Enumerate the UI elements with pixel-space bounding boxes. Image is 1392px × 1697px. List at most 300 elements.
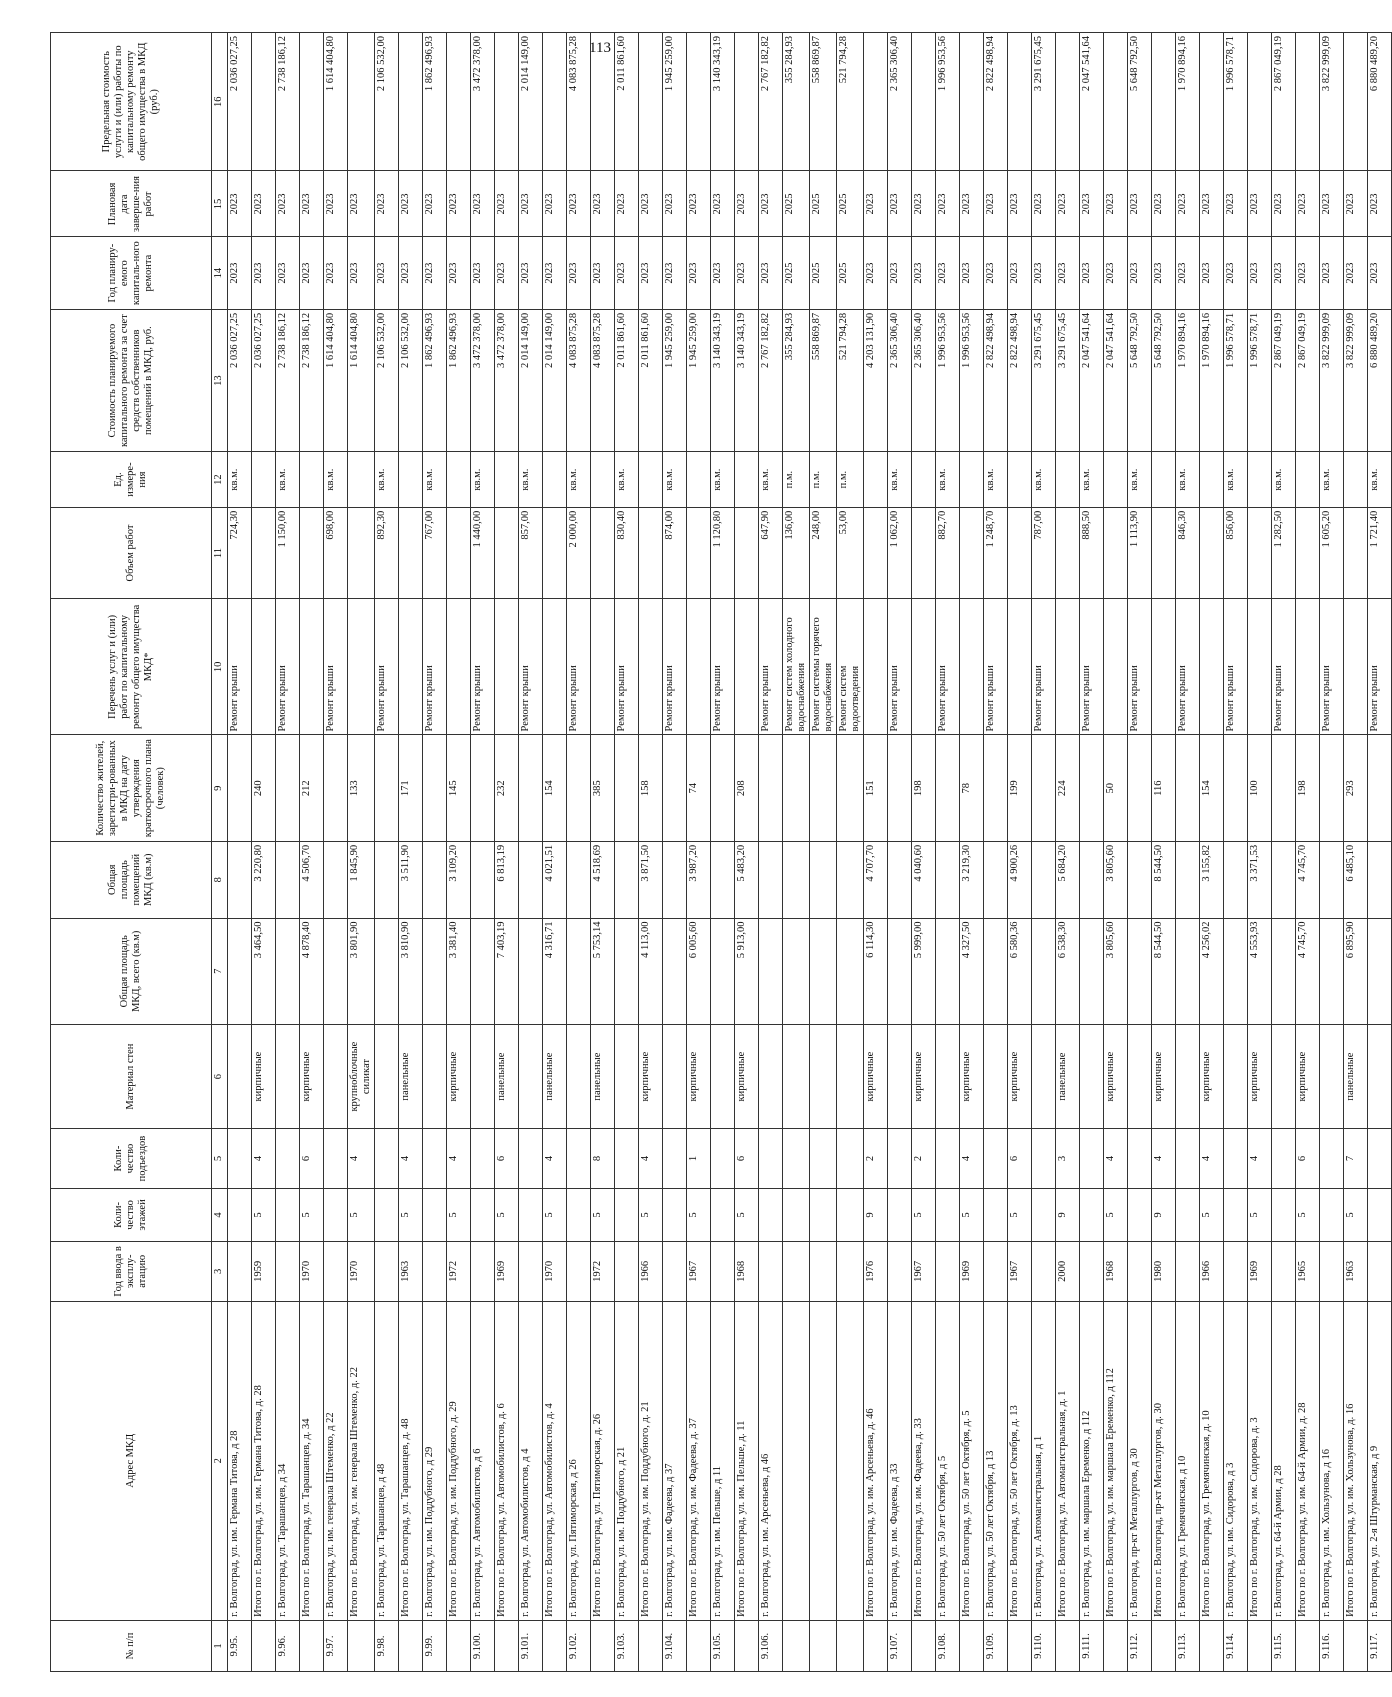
table-cell [735, 1620, 759, 1671]
table-cell [399, 1620, 423, 1671]
table-cell [228, 841, 252, 918]
table-cell: Ремонт крыши [1368, 599, 1392, 735]
table-cell [567, 1129, 591, 1189]
table-cell: кв.м. [936, 452, 960, 507]
table-cell: 5 [687, 1188, 711, 1241]
table-cell [567, 1024, 591, 1128]
table-cell [1056, 33, 1080, 171]
table-cell: 2 106 532,00 [375, 309, 399, 452]
table-cell: 2 822 498,94 [984, 33, 1008, 171]
table-cell: кв.м. [567, 452, 591, 507]
table-cell: 2 106 532,00 [375, 33, 399, 171]
table-cell [711, 735, 735, 841]
table-cell: 2023 [276, 237, 300, 309]
table-cell [1344, 33, 1368, 171]
table-cell [348, 452, 375, 507]
table-cell: 647,90 [759, 507, 783, 599]
table-cell: 2023 [471, 237, 495, 309]
table-cell [1104, 507, 1128, 599]
column-header: Общая площадь МКД, всего (кв.м) [51, 918, 212, 1024]
table-cell: 2 [864, 1129, 888, 1189]
table-cell [639, 507, 663, 599]
table-row [324, 33, 348, 1672]
table-cell: 3 291 675,45 [1032, 33, 1056, 171]
table-cell: 2023 [1296, 237, 1320, 309]
table-cell: 2023 [1272, 237, 1296, 309]
table-cell: 2023 [1128, 171, 1152, 237]
table-cell: кв.м. [1176, 452, 1200, 507]
table-cell [1344, 452, 1368, 507]
table-cell: 6 880 489,20 [1368, 309, 1392, 452]
table-cell: Ремонт крыши [663, 599, 687, 735]
table-cell: Итого по г. Волгоград, ул. Гремячинская, д. 10 [1200, 1301, 1224, 1620]
table-cell: панельные [1056, 1024, 1080, 1128]
table-cell: г. Волгоград, ул. им. Поддубного, д 29 [423, 1301, 447, 1620]
table-cell: 1 970 894,16 [1176, 33, 1200, 171]
table-cell: 2023 [864, 171, 888, 237]
table-cell: 4 878,40 [300, 918, 324, 1024]
table-cell [1272, 1188, 1296, 1241]
table-row [447, 33, 471, 1672]
table-cell [423, 918, 447, 1024]
table-cell [324, 735, 348, 841]
table-cell: крупноблочные силикат [348, 1024, 375, 1128]
table-cell [447, 33, 471, 171]
table-row [1056, 33, 1080, 1672]
table-cell: 3 472 378,00 [471, 33, 495, 171]
table-cell: 9 [1056, 1188, 1080, 1241]
table-cell: 5 [543, 1188, 567, 1241]
table-row [837, 33, 864, 1672]
table-cell [1272, 1129, 1296, 1189]
table-cell: 2 365 306,40 [888, 33, 912, 171]
table-cell [591, 452, 615, 507]
table-cell [783, 1301, 810, 1620]
table-cell [810, 735, 837, 841]
table-cell: 198 [1296, 735, 1320, 841]
table-cell: панельные [543, 1024, 567, 1128]
table-cell [864, 507, 888, 599]
table-cell: Итого по г. Волгоград, ул. им. Арсеньева, д. 46 [864, 1301, 888, 1620]
table-cell: 1 945 259,00 [687, 309, 711, 452]
table-cell [228, 735, 252, 841]
table-cell: 5 913,00 [735, 918, 759, 1024]
table-cell: 2023 [1032, 171, 1056, 237]
table-cell [615, 1188, 639, 1241]
table-cell [543, 452, 567, 507]
table-cell [1272, 918, 1296, 1024]
column-header: Ед. измере-ния [51, 452, 212, 507]
table-cell: 6 [1008, 1129, 1032, 1189]
table-cell [423, 1188, 447, 1241]
table-cell: 1970 [300, 1242, 324, 1302]
table-row [252, 33, 276, 1672]
table-cell [759, 1024, 783, 1128]
table-cell: 6 895,90 [1344, 918, 1368, 1024]
table-cell: г. Волгоград, ул. 50 лет Октября, д 5 [936, 1301, 960, 1620]
table-cell [276, 918, 300, 1024]
table-cell [1056, 599, 1080, 735]
table-cell: 3 291 675,45 [1056, 309, 1080, 452]
table-cell: 6 [1296, 1129, 1320, 1189]
table-cell: 2 867 049,19 [1296, 309, 1320, 452]
table-cell [252, 507, 276, 599]
table-cell: 5 648 792,50 [1128, 33, 1152, 171]
table-cell [300, 507, 324, 599]
table-cell: 2 014 149,00 [519, 309, 543, 452]
table-cell [810, 1620, 837, 1671]
table-cell: 2023 [495, 237, 519, 309]
table-cell: 9.110. [1032, 1620, 1056, 1671]
table-cell: 2023 [1344, 171, 1368, 237]
table-cell [1224, 735, 1248, 841]
table-cell: кв.м. [375, 452, 399, 507]
table-cell: 2023 [960, 171, 984, 237]
table-cell [936, 1188, 960, 1241]
table-cell: 2 738 186,12 [276, 309, 300, 452]
table-cell [1008, 507, 1032, 599]
table-cell: 2023 [375, 171, 399, 237]
table-cell [1080, 918, 1104, 1024]
table-cell: Итого по г. Волгоград, ул. 50 лет Октября, д. 5 [960, 1301, 984, 1620]
table-cell [228, 918, 252, 1024]
table-cell: 154 [1200, 735, 1224, 841]
table-cell: г. Волгоград, ул. им. Арсеньева, д 46 [759, 1301, 783, 1620]
table-cell [711, 841, 735, 918]
column-header: Год планиру-емого капиталь-ного ремонта [51, 237, 212, 309]
table-row [888, 33, 912, 1672]
table-cell: 212 [300, 735, 324, 841]
table-cell: 1972 [447, 1242, 471, 1302]
table-cell [348, 599, 375, 735]
table-cell: 857,00 [519, 507, 543, 599]
table-cell [399, 507, 423, 599]
table-cell: 1968 [1104, 1242, 1128, 1302]
table-cell: 4 040,60 [912, 841, 936, 918]
table-cell: 2023 [399, 237, 423, 309]
table-cell: 7 403,19 [495, 918, 519, 1024]
table-cell: 2023 [936, 237, 960, 309]
table-cell: 2023 [591, 237, 615, 309]
table-cell: г. Волгоград, пр-кт Металлургов, д 30 [1128, 1301, 1152, 1620]
table-cell [810, 1242, 837, 1302]
table-cell: 2023 [495, 171, 519, 237]
table-cell: 3 109,20 [447, 841, 471, 918]
table-row [1080, 33, 1104, 1672]
table-cell: 521 794,28 [837, 309, 864, 452]
table-cell: 2023 [228, 171, 252, 237]
table-cell: 2023 [399, 171, 423, 237]
table-cell [423, 1129, 447, 1189]
table-cell: 2023 [888, 171, 912, 237]
table-cell [864, 599, 888, 735]
table-cell: 2023 [324, 171, 348, 237]
table-cell [810, 1188, 837, 1241]
table-cell [1176, 1129, 1200, 1189]
table-cell: 1969 [495, 1242, 519, 1302]
table-cell: 888,50 [1080, 507, 1104, 599]
table-cell: 2023 [228, 237, 252, 309]
table-cell [810, 1301, 837, 1620]
table-cell: Ремонт крыши [567, 599, 591, 735]
table-cell [759, 735, 783, 841]
table-row [1320, 33, 1344, 1672]
table-cell [1368, 1024, 1392, 1128]
table-cell: 2025 [837, 237, 864, 309]
table-cell: 4 553,93 [1248, 918, 1272, 1024]
table-cell: 1 150,00 [276, 507, 300, 599]
table-cell [735, 599, 759, 735]
table-cell: 2 011 861,60 [639, 309, 663, 452]
table-cell [912, 507, 936, 599]
table-cell: 2023 [663, 237, 687, 309]
table-cell: 2023 [1368, 171, 1392, 237]
table-cell: кирпичные [912, 1024, 936, 1128]
table-cell: 171 [399, 735, 423, 841]
table-cell: 9.100. [471, 1620, 495, 1671]
table-cell [591, 33, 615, 171]
table-cell [324, 841, 348, 918]
table-cell [1368, 1242, 1392, 1302]
table-cell [348, 33, 375, 171]
table-cell [1320, 1024, 1344, 1128]
table-cell: г. Волгоград, ул. им. генерала Штеменко, д 22 [324, 1301, 348, 1620]
table-cell: г. Волгоград, ул. им. Фадеева, д 33 [888, 1301, 912, 1620]
table-cell: 3 155,82 [1200, 841, 1224, 918]
table-cell: 2023 [888, 237, 912, 309]
table-cell: 1 996 953,56 [960, 309, 984, 452]
table-cell: 5 [735, 1188, 759, 1241]
table-cell: г. Волгоград, ул. им. Поддубного, д 21 [615, 1301, 639, 1620]
table-cell: 1963 [1344, 1242, 1368, 1302]
table-row [471, 33, 495, 1672]
table-cell: 6 [300, 1129, 324, 1189]
table-cell: г. Волгоград, ул. им. Фадеева, д 37 [663, 1301, 687, 1620]
table-cell: 1 945 259,00 [663, 33, 687, 171]
table-cell: 133 [348, 735, 375, 841]
table-cell: 4 083 875,28 [567, 33, 591, 171]
table-body [228, 33, 1392, 1672]
column-number: 13 [212, 309, 228, 452]
table-row [936, 33, 960, 1672]
table-cell: 4 113,00 [639, 918, 663, 1024]
table-cell: 9.115. [1272, 1620, 1296, 1671]
table-cell: 2023 [567, 237, 591, 309]
table-cell [711, 1024, 735, 1128]
table-cell: Итого по г. Волгоград, пр-кт Металлургов, д. 30 [1152, 1301, 1176, 1620]
table-cell [663, 1024, 687, 1128]
column-number: 15 [212, 171, 228, 237]
table-cell: 355 284,93 [783, 309, 810, 452]
table-cell: 2023 [1224, 237, 1248, 309]
table-cell [447, 452, 471, 507]
table-cell [348, 1620, 375, 1671]
column-header: Материал стен [51, 1024, 212, 1128]
table-cell: 2023 [276, 171, 300, 237]
table-cell: Ремонт крыши [1032, 599, 1056, 735]
table-cell: 1 862 496,93 [423, 309, 447, 452]
table-cell [912, 33, 936, 171]
table-cell: 50 [1104, 735, 1128, 841]
table-cell [495, 452, 519, 507]
table-cell [1080, 841, 1104, 918]
table-cell: 9.102. [567, 1620, 591, 1671]
table-cell: 3 805,60 [1104, 841, 1128, 918]
table-cell [960, 452, 984, 507]
table-cell [1344, 599, 1368, 735]
table-cell [639, 452, 663, 507]
table-cell [471, 1242, 495, 1302]
table-cell [1128, 1188, 1152, 1241]
table-cell: 4 [1248, 1129, 1272, 1189]
table-cell: 2023 [252, 237, 276, 309]
table-cell [1224, 1024, 1248, 1128]
table-cell [960, 1620, 984, 1671]
table-cell: 248,00 [810, 507, 837, 599]
table-cell: 2023 [1272, 171, 1296, 237]
table-cell [1176, 918, 1200, 1024]
table-cell [783, 1024, 810, 1128]
table-cell: 3 219,30 [960, 841, 984, 918]
table-cell [936, 1129, 960, 1189]
table-cell [567, 841, 591, 918]
column-number: 4 [212, 1188, 228, 1241]
table-cell: 158 [639, 735, 663, 841]
table-cell: 874,00 [663, 507, 687, 599]
table-row [543, 33, 567, 1672]
table-row [687, 33, 711, 1672]
table-cell: 5 648 792,50 [1128, 309, 1152, 452]
table-cell: 1970 [348, 1242, 375, 1302]
table-cell: 2023 [519, 171, 543, 237]
table-cell: 208 [735, 735, 759, 841]
table-cell: 4 900,26 [1008, 841, 1032, 918]
table-cell: г. Волгоград, ул. Гремячинская, д 10 [1176, 1301, 1200, 1620]
table-row [1152, 33, 1176, 1672]
table-cell: кв.м. [711, 452, 735, 507]
table-row [615, 33, 639, 1672]
table-cell: Итого по г. Волгоград, ул. Пятиморская, д. 26 [591, 1301, 615, 1620]
table-cell: 5 [447, 1188, 471, 1241]
table-cell: 2023 [687, 237, 711, 309]
table-cell: 4 707,70 [864, 841, 888, 918]
table-cell: 2023 [543, 171, 567, 237]
table-cell: 3 371,53 [1248, 841, 1272, 918]
table-cell [1320, 841, 1344, 918]
table-cell: 9.99. [423, 1620, 447, 1671]
column-number: 9 [212, 735, 228, 841]
column-header: Предельная стоимость услуги и (или) работы по капитальному ремонту общего имущества в МКД (руб.) [51, 33, 212, 171]
table-cell: 5 [348, 1188, 375, 1241]
table-cell [735, 507, 759, 599]
table-cell [399, 452, 423, 507]
table-cell: 2023 [639, 237, 663, 309]
table-cell: 5 [1200, 1188, 1224, 1241]
table-cell: 9.113. [1176, 1620, 1200, 1671]
table-cell [735, 33, 759, 171]
table-cell: 2023 [348, 171, 375, 237]
table-cell: 9.96. [276, 1620, 300, 1671]
table-cell: 5 483,20 [735, 841, 759, 918]
table-cell: кирпичные [1104, 1024, 1128, 1128]
column-number: 14 [212, 237, 228, 309]
table-cell: Ремонт систем водоотведения [837, 599, 864, 735]
table-cell: 2023 [1368, 237, 1392, 309]
table-cell: панельные [495, 1024, 519, 1128]
table-cell: Итого по г. Волгоград, ул. им. генерала Штеменко, д. 22 [348, 1301, 375, 1620]
table-cell: 856,00 [1224, 507, 1248, 599]
table-cell [912, 1620, 936, 1671]
table-cell [423, 735, 447, 841]
table-cell: 4 745,70 [1296, 841, 1320, 918]
table-cell: Итого по г. Волгоград, ул. Тарашанцев, д. 34 [300, 1301, 324, 1620]
table-cell: 9.108. [936, 1620, 960, 1671]
table-cell [375, 1242, 399, 1302]
table-cell: г. Волгоград, ул. Пятиморская, д 26 [567, 1301, 591, 1620]
table-cell [1008, 599, 1032, 735]
table-cell [1248, 599, 1272, 735]
table-cell [615, 918, 639, 1024]
table-cell: 6 580,36 [1008, 918, 1032, 1024]
table-cell: 1 440,00 [471, 507, 495, 599]
table-cell: 2023 [591, 171, 615, 237]
table-cell [1104, 1620, 1128, 1671]
table-cell [888, 1188, 912, 1241]
table-cell: 2023 [519, 237, 543, 309]
table-cell: 3 822 999,09 [1320, 33, 1344, 171]
table-cell [1248, 452, 1272, 507]
table-cell: 5 [912, 1188, 936, 1241]
table-cell: 558 869,87 [810, 33, 837, 171]
table-cell [1080, 1188, 1104, 1241]
table-cell: 5 684,20 [1056, 841, 1080, 918]
table-cell: 199 [1008, 735, 1032, 841]
table-cell: кв.м. [984, 452, 1008, 507]
column-number: 7 [212, 918, 228, 1024]
table-cell: 2023 [1320, 171, 1344, 237]
table-cell [615, 1024, 639, 1128]
table-cell [888, 735, 912, 841]
table-cell: Итого по г. Волгоград, ул. им. 64-й Армии, д. 28 [1296, 1301, 1320, 1620]
table-cell: 2023 [912, 237, 936, 309]
table-cell [837, 1188, 864, 1241]
table-cell: г. Волгоград, ул. Автомобилистов, д 4 [519, 1301, 543, 1620]
table-cell: 1 945 259,00 [663, 309, 687, 452]
table-cell: кирпичные [960, 1024, 984, 1128]
table-cell [1368, 1188, 1392, 1241]
table-cell: 787,00 [1032, 507, 1056, 599]
table-cell: Ремонт крыши [1224, 599, 1248, 735]
table-cell: 2023 [864, 237, 888, 309]
table-cell [471, 918, 495, 1024]
table-cell [888, 1024, 912, 1128]
table-cell [276, 1129, 300, 1189]
table-row [567, 33, 591, 1672]
table-cell: кирпичные [735, 1024, 759, 1128]
table-row [1344, 33, 1368, 1672]
table-cell: 1 845,90 [348, 841, 375, 918]
table-cell [543, 507, 567, 599]
table-cell: 145 [447, 735, 471, 841]
table-cell: 9.105. [711, 1620, 735, 1671]
table-cell [348, 507, 375, 599]
table-cell: 1 614 404,80 [324, 309, 348, 452]
table-cell: 3 822 999,09 [1320, 309, 1344, 452]
table-cell: 2023 [1248, 171, 1272, 237]
table-cell [252, 599, 276, 735]
table-cell: 2023 [912, 171, 936, 237]
table-cell [888, 1242, 912, 1302]
